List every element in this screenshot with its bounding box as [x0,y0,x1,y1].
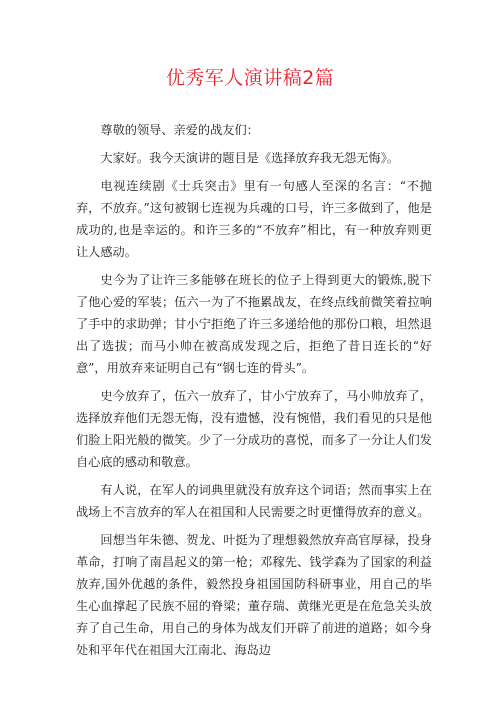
body-paragraph: 史今为了让许三多能够在班长的位子上得到更大的锻炼,脱下了他心爱的军装；伍六一为了不拖累战友，在终点线前微笑着拉响了手中的求助弹；甘小宁拒绝了许三多递给他的那份口粮，坦然退出了选拔；而马小帅在被高成发现之后，拒绝了昔日连长的“好意”，用放弃来证明自己有“钢七连的骨头”。 [76,273,432,375]
document-body [76,119,432,667]
document-title: 优秀军人演讲稿2篇 [165,67,335,89]
body-paragraph: 史今放弃了，伍六一放弃了，甘小宁放弃了，马小帅放弃了，选择放弃他们无怨无悔，没有遗憾，没有惋惜，我们看见的只是他们脸上阳光般的微笑。少了一分成功的喜悦，而多了一分让人们发自心底的感动和敬意。 [76,389,432,469]
body-paragraph: 有人说，在军人的词典里就没有放弃这个词语；然而事实上在战场上不言放弃的军人在祖国和人民需要之时更懂得放弃的意义。 [76,483,432,519]
body-paragraph: 回想当年朱德、贺龙、叶挺为了理想毅然放弃高官厚禄，投身革命，打响了南昌起义的第一枪；邓稼先、钱学森为了国家的利益放弃,国外优越的条件，毅然投身祖国国防科研事业，用自己的毕生心血撑起了民族不屈的脊梁；董存瑞、黄继光更是在危急关头放弃了自己生命，用自己的身体为战友们开辟了前进的道路；如今身处和平年代在祖国大江南北、海岛边 [76,533,432,657]
body-paragraph: 电视连续剧《士兵突击》里有一句感人至深的名言：“不抛弃，不放弃。”这句被钢七连视为兵魂的口号，许三多做到了，他是成功的,也是幸运的。和许三多的“不放弃”相比，有一种放弃则更让人感动。 [76,179,432,259]
salutation-paragraph: 尊敬的领导、亲爱的战友们： [100,123,259,137]
greeting-paragraph: 大家好。我今天演讲的题目是《选择放弃我无怨无悔》。 [100,151,399,165]
